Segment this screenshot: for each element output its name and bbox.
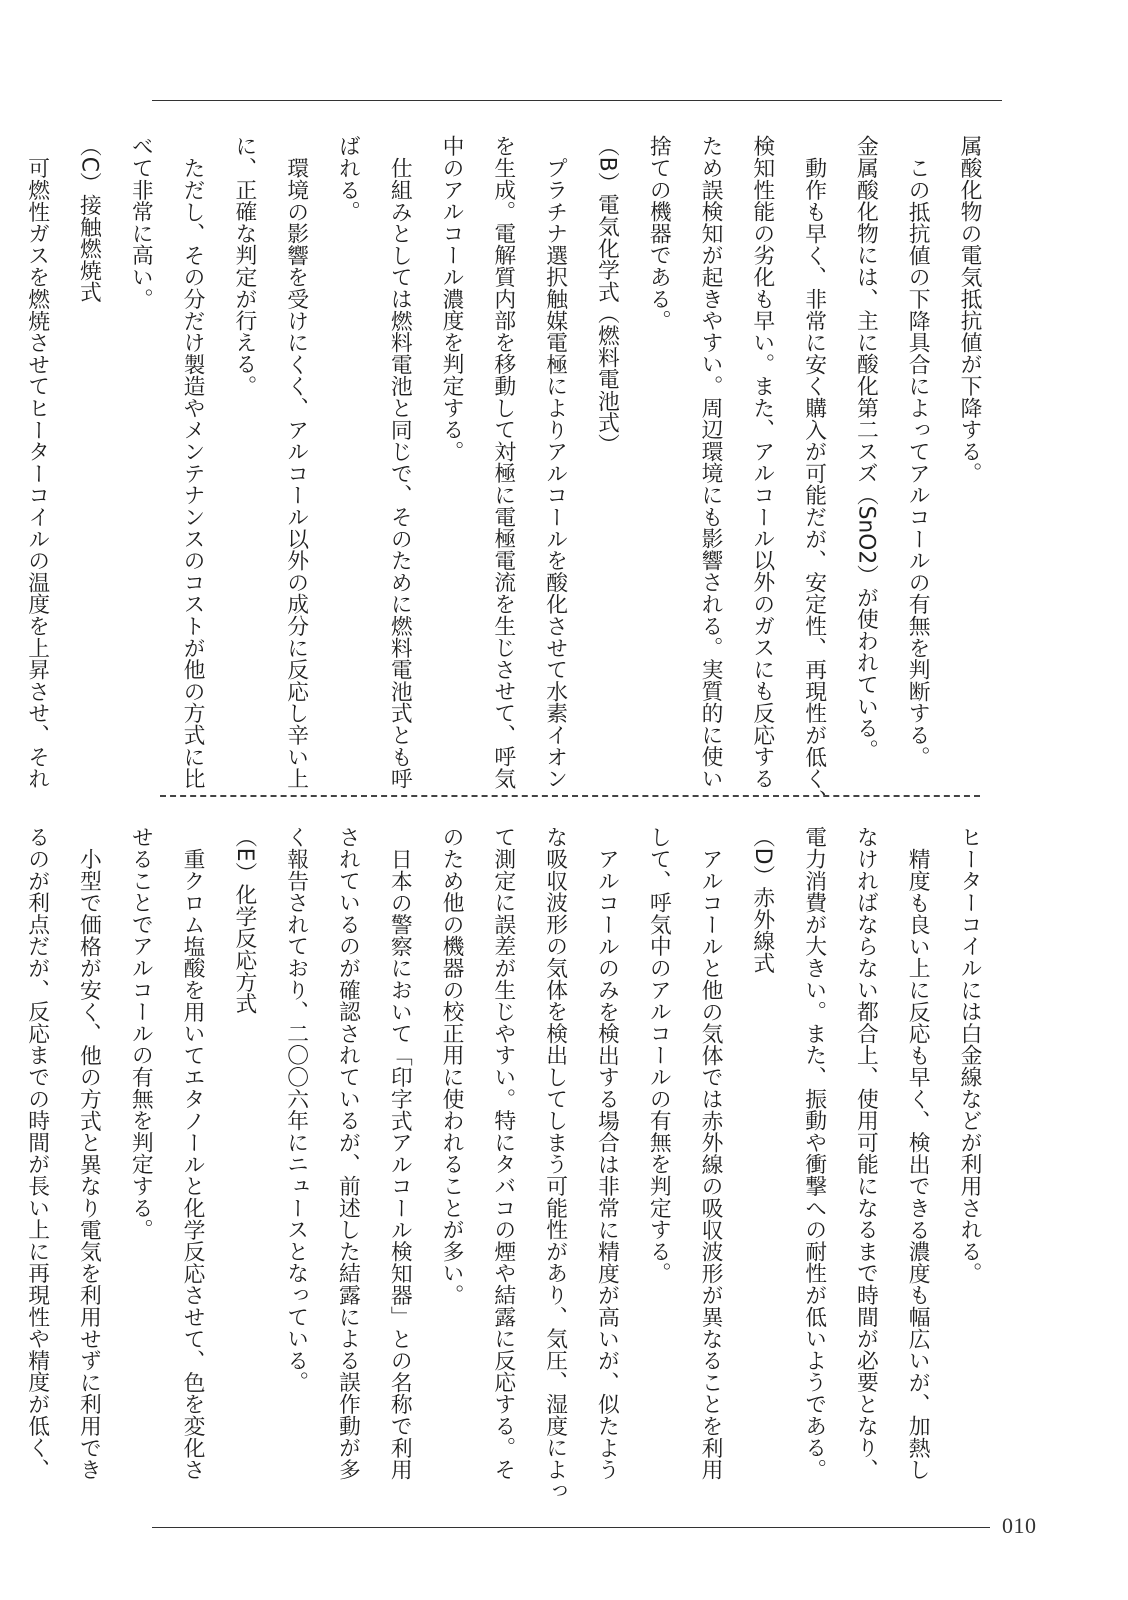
text-line: 中のアルコール濃度を判定する。 <box>439 135 465 462</box>
text-line: 属酸化物の電気抵抗値が下降する。 <box>957 135 982 484</box>
upper-text-block <box>0 135 982 811</box>
text-line: 重クロム塩酸を用いてエタノールと化学反応させて、色を変化さ <box>180 847 206 1480</box>
text-line: 仕組みとしては燃料電池と同じで、そのために燃料電池式とも呼 <box>387 156 413 789</box>
text-line: のため他の機器の校正用に使われることが多い。 <box>439 826 465 1306</box>
text-line: プラチナ選択触媒電極によりアルコールを酸化させて水素イオン <box>542 156 568 789</box>
top-rule <box>152 100 1002 101</box>
text-line: （C）接触燃焼式 <box>76 135 102 303</box>
text-line: して、呼気中のアルコールの有無を判定する。 <box>646 826 672 1284</box>
text-line: この抵抗値の下降具合によってアルコールの有無を判断する。 <box>905 156 931 768</box>
text-line: 精度も良い上に反応も早く、検出できる濃度も幅広いが、加熱し <box>905 847 931 1480</box>
text-line: なければならない都合上、使用可能になるまで時間が必要となり、 <box>853 826 879 1480</box>
text-line: ばれる。 <box>335 135 361 223</box>
text-line: 可燃性ガスを燃焼させてヒーターコイルの温度を上昇させ、それ <box>24 156 50 789</box>
text-line: されているのが確認されているが、前述した結露による誤作動が多 <box>335 826 361 1480</box>
lower-text-block <box>0 826 982 1502</box>
text-line: 動作も早く、非常に安く購入が可能だが、安定性、再現性が低く、 <box>801 156 827 811</box>
section-divider <box>160 795 980 797</box>
text-line: 捨ての機器である。 <box>646 135 672 332</box>
text-line: せることでアルコールの有無を判定する。 <box>128 826 154 1241</box>
text-line: を生成。電解質内部を移動して対極に電極電流を生じさせて、呼気 <box>490 135 516 789</box>
page-number: 010 <box>1002 1513 1037 1538</box>
text-line: るのが利点だが、反応までの時間が長い上に再現性や精度が低く、 <box>24 826 50 1480</box>
text-line: 検知性能の劣化も早い。また、アルコール以外のガスにも反応する <box>749 135 775 789</box>
text-line: 小型で価格が安く、他の方式と異なり電気を利用せずに利用でき <box>76 847 102 1480</box>
text-line: く報告されており、二〇〇六年にニュースとなっている。 <box>283 826 309 1393</box>
text-line: 電力消費が大きい。また、振動や衝撃への耐性が低いようである。 <box>801 826 827 1480</box>
text-line: に、正確な判定が行える。 <box>231 135 257 397</box>
text-line: べて非常に高い。 <box>128 135 154 310</box>
text-line: 環境の影響を受けにくく、アルコール以外の成分に反応し辛い上 <box>283 156 309 789</box>
text-line: （E）化学反応方式 <box>231 826 257 1015</box>
text-line: ただし、その分だけ製造やメンテナンスのコストが他の方式に比 <box>180 156 206 789</box>
text-line: （B）電気化学式（燃料電池式） <box>594 135 620 456</box>
text-line: アルコールと他の気体では赤外線の吸収波形が異なることを利用 <box>698 847 724 1480</box>
text-line: アルコールのみを検出する場合は非常に精度が高いが、似たよう <box>594 847 620 1480</box>
text-line: ため誤検知が起きやすい。周辺環境にも影響される。実質的に使い <box>698 135 724 789</box>
text-line: 金属酸化物には、主に酸化第二スズ（SnO2）が使われている。 <box>853 135 879 761</box>
bottom-rule <box>152 1527 990 1528</box>
text-line: て測定に誤差が生じやすい。特にタバコの煙や結露に反応する。そ <box>490 826 516 1480</box>
text-line: （D）赤外線式 <box>749 826 775 974</box>
text-line: 日本の警察において「印字式アルコール検知器」との名称で利用 <box>387 847 413 1480</box>
text-line: な吸収波形の気体を検出してしまう可能性があり、気圧、湿度によっ <box>542 826 568 1502</box>
text-line: ヒーターコイルには白金線などが利用される。 <box>957 826 982 1284</box>
